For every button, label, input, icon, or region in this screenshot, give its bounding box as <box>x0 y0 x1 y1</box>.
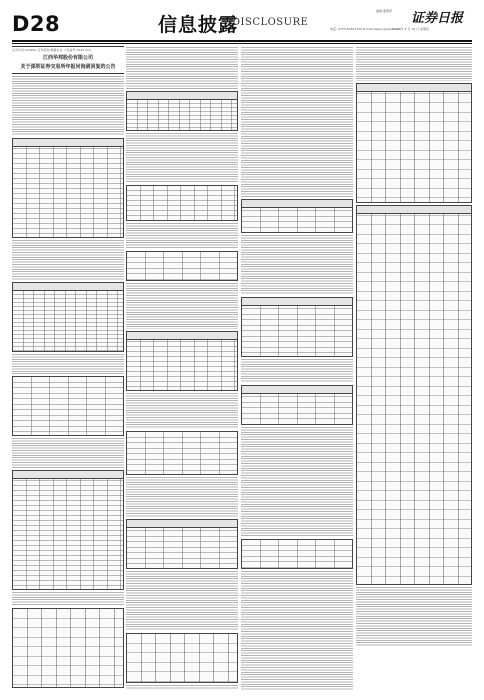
data-table <box>126 519 238 569</box>
data-table <box>12 282 124 352</box>
data-table <box>12 470 124 590</box>
body-text-block <box>126 685 238 690</box>
body-text-block <box>241 47 353 197</box>
data-table <box>241 385 353 425</box>
data-table <box>126 91 238 131</box>
column-2 <box>126 46 238 690</box>
data-table <box>241 297 353 357</box>
body-text-block <box>126 393 238 429</box>
body-text-block <box>126 133 238 183</box>
page-number: D28 <box>12 12 61 36</box>
body-text-block <box>241 571 353 690</box>
section-title: 信息披露 <box>158 14 239 36</box>
column-3 <box>241 46 353 690</box>
body-text-block <box>12 76 124 136</box>
body-text-block <box>241 359 353 383</box>
data-table <box>126 331 238 391</box>
header-rule <box>12 40 472 42</box>
data-table <box>241 539 353 569</box>
data-table <box>241 199 353 233</box>
contact-line: 电话: 0755-83501750 E-mail:zqsbyx@zqsb.com <box>330 27 402 31</box>
body-text-block <box>356 587 472 647</box>
body-text-block <box>126 477 238 517</box>
article-code-line: 证券代码:000860 证券简称:顺鑫农业 公告编号:2020-024 <box>12 48 91 52</box>
header-rule-thin <box>12 43 472 44</box>
body-text-block <box>126 223 238 249</box>
data-table <box>12 608 124 688</box>
body-text-block <box>12 354 124 374</box>
data-table <box>12 376 124 436</box>
body-text-block <box>356 47 472 81</box>
body-text-block <box>12 240 124 280</box>
article-company: 江西华邦股份有限公司 <box>42 55 93 61</box>
body-text-block <box>12 592 124 606</box>
data-table <box>126 431 238 475</box>
column-4 <box>356 46 472 690</box>
column-1 <box>12 46 124 690</box>
body-text-block <box>241 427 353 537</box>
article-title: 关于深圳证券交易所年报问询函回复的公告 <box>20 64 116 70</box>
body-text-block <box>126 571 238 631</box>
data-table <box>126 633 238 683</box>
body-text-block <box>126 47 238 89</box>
body-text-block <box>241 235 353 295</box>
newspaper-logo: 证券日报 <box>411 11 464 26</box>
date-line: 2020 年 4 月 16 日 星期四 <box>392 27 430 31</box>
data-table <box>126 185 238 221</box>
data-table <box>12 138 124 238</box>
data-table <box>356 205 472 585</box>
article-head-box <box>12 46 124 74</box>
editor-line: 编辑 董事邦 <box>376 9 392 13</box>
body-text-block <box>126 283 238 329</box>
section-title-en: DISCLOSURE <box>232 17 309 28</box>
data-table <box>356 83 472 203</box>
data-table <box>126 251 238 281</box>
page-header <box>0 0 484 40</box>
body-text-block <box>12 438 124 468</box>
